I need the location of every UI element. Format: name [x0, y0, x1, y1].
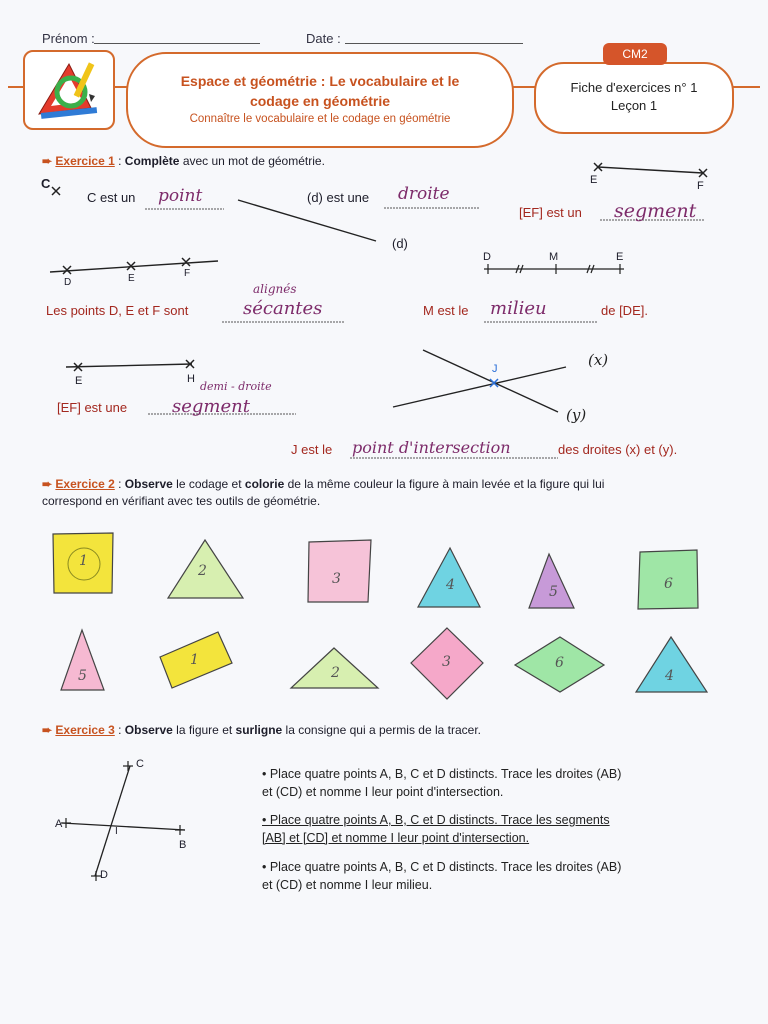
a6-handwritten: segment: [172, 396, 250, 417]
shape-number: 3: [332, 571, 341, 587]
line-d: [238, 200, 376, 241]
q7b-text: des droites (x) et (y).: [558, 442, 678, 457]
label-a: A: [55, 818, 63, 830]
shape-number: 2: [198, 563, 207, 579]
a6-correction: demi - droite: [200, 380, 272, 393]
subtitle: Connaître le vocabulaire et le codage en géométrie: [189, 113, 451, 125]
label-d-fig: D: [100, 869, 108, 881]
label-d: (d): [392, 236, 408, 251]
a2-handwritten: droite: [398, 184, 450, 204]
q5-text: M est le: [423, 303, 469, 318]
lecon-number: Leçon 1: [610, 98, 658, 113]
label-d-pt: D: [64, 277, 72, 288]
q7-text: J est le: [291, 442, 333, 457]
prenom-label: Prénom :: [42, 31, 95, 46]
title-line-1: Espace et géométrie : Le vocabulaire et le: [180, 73, 460, 89]
a5-handwritten: milieu: [490, 298, 547, 319]
a1-handwritten: point: [158, 186, 203, 206]
q2-text: (d) est une: [307, 190, 370, 205]
label-y: (y): [566, 406, 587, 424]
fiche-number: Fiche d'exercices n° 1: [570, 80, 698, 95]
title-box: [126, 52, 514, 148]
label-d-seg: D: [483, 251, 491, 263]
option-1[interactable]: • Place quatre points A, B, C et D distincts. Trace les droites (AB) et (CD) et nomme I leur point d'intersection.: [262, 767, 622, 799]
label-e-seg: E: [616, 251, 624, 263]
shape-number: 5: [549, 584, 558, 600]
label-f-top: F: [697, 180, 704, 192]
shape-number: 1: [79, 553, 88, 569]
option-3[interactable]: • Place quatre points A, B, C et D distincts. Trace les droites (AB) et (CD) et nomme I leur milieu.: [262, 860, 622, 892]
a4-handwritten: sécantes: [243, 298, 323, 319]
shape-number: 5: [78, 668, 87, 684]
label-h-ray: H: [187, 373, 195, 385]
label-c: C: [41, 176, 51, 191]
exercise-2-title: ➨ Exercice 2 : Observe le codage et colorie de la même couleur la figure à main levée et la figure qui lui: [42, 477, 605, 491]
label-x: (x): [588, 351, 609, 369]
q1-text: C est un: [87, 190, 136, 205]
point-c-mark: [52, 187, 60, 195]
exercise-2-shapes: [0, 520, 768, 710]
ray-eh: [66, 364, 192, 367]
header-rule-mid2: [510, 86, 536, 88]
line-y: [423, 350, 558, 412]
exercise-3-figure: [40, 750, 200, 890]
label-b: B: [179, 839, 187, 851]
label-e-top: E: [590, 174, 598, 186]
shape-number: 4: [665, 668, 674, 684]
label-f-pt: F: [184, 268, 191, 279]
label-e-pt: E: [128, 273, 135, 284]
date-line[interactable]: [345, 43, 523, 44]
a3-handwritten: segment: [614, 200, 697, 222]
geometry-tools-icon: [25, 52, 113, 128]
segment-ef-top: [598, 167, 703, 173]
label-e-ray: E: [75, 375, 83, 387]
label-j: J: [492, 363, 498, 375]
q6-text: [EF] est une: [57, 400, 128, 415]
title-line-2: codage en géométrie: [249, 93, 391, 109]
header-rule-right: [730, 86, 760, 88]
q5b-text: de [DE].: [601, 303, 648, 318]
shape-number: 6: [664, 576, 673, 592]
header-rule-left: [8, 86, 24, 88]
fiche-box: [534, 62, 734, 134]
label-i-fig: I: [115, 826, 118, 837]
arrow-icon: ➨: [42, 477, 56, 491]
shape-number: 4: [446, 577, 455, 593]
label-m-seg: M: [549, 251, 559, 263]
a4-correction: alignés: [253, 282, 297, 296]
arrow-icon: ➨: [42, 154, 56, 168]
exercise-3-title: ➨ Exercice 3 : Observe la figure et surligne la consigne qui a permis de la tracer.: [42, 723, 481, 737]
option-2-underlined[interactable]: • Place quatre points A, B, C et D distincts. Trace les segments [AB] et [CD] et nomme I leur point d'intersection.: [262, 813, 610, 845]
segment-cd: [95, 766, 130, 876]
line-x: [393, 367, 566, 407]
shape-number: 6: [555, 655, 564, 671]
date-label: Date :: [306, 31, 341, 46]
arrow-icon: ➨: [42, 723, 56, 737]
shape-number: 2: [331, 665, 340, 681]
exercise-2-line2: correspond en vérifiant avec tes outils de géométrie.: [42, 494, 321, 508]
shape-number: 1: [190, 652, 199, 668]
segment-ab: [62, 823, 185, 830]
exercise-1-title: ➨ Exercice 1 : Complète avec un mot de géométrie.: [42, 154, 325, 168]
prenom-line[interactable]: [94, 43, 260, 44]
logo-box: [23, 50, 115, 130]
level-badge: CM2: [603, 43, 667, 65]
shape-number: 3: [442, 654, 451, 670]
q3-text: [EF] est un: [519, 205, 582, 220]
a7-handwritten: point d'intersection: [352, 438, 511, 457]
q4-text: Les points D, E et F sont: [46, 303, 189, 318]
label-c-fig: C: [136, 758, 144, 770]
